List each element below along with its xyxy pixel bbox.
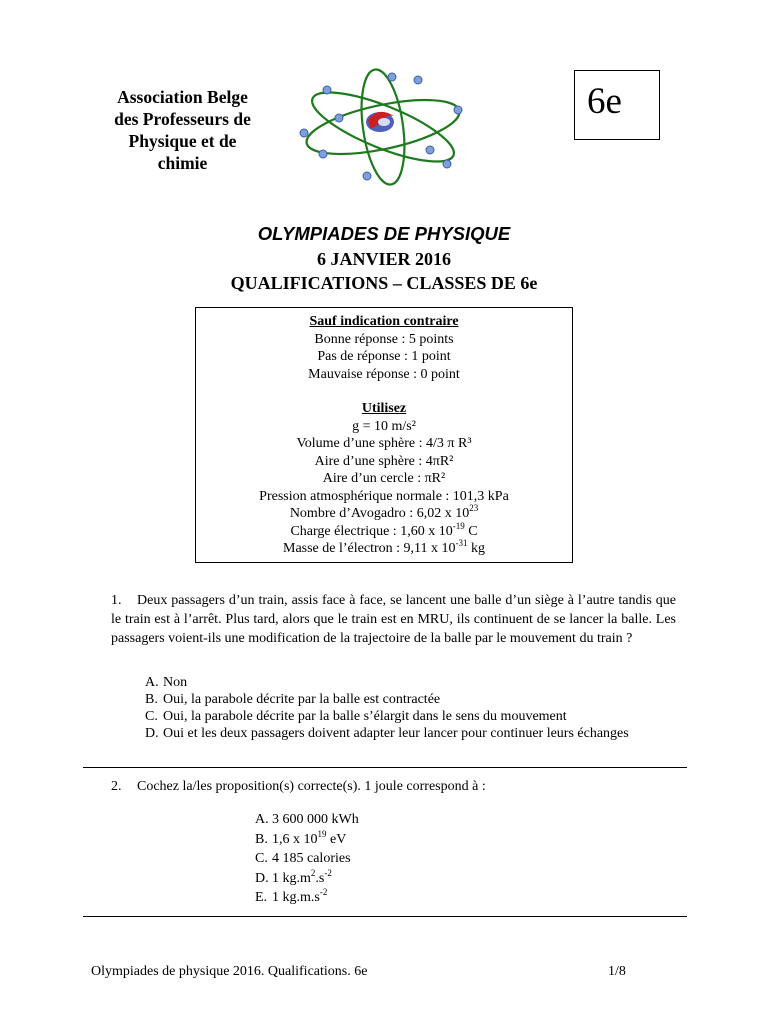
question-1-options (145, 674, 676, 742)
option-text: 1,6 x 10 (272, 831, 318, 847)
option-unit: eV (326, 831, 347, 847)
constant-line: g = 10 m/s² (352, 418, 416, 434)
answer-option[interactable] (145, 708, 676, 725)
question-number: 2. (111, 779, 122, 794)
constants-header: Utilisez (361, 401, 407, 416)
constant-text: Masse de l’électron : 9,11 x 10 (283, 541, 456, 556)
question-1 (111, 591, 676, 648)
footer-title: Olympiades de physique 2016. Qualifications. 6e (91, 964, 368, 979)
instructions-box (195, 307, 573, 563)
exam-subtitle: QUALIFICATIONS – CLASSES DE 6e (230, 273, 538, 293)
option-label: A. (145, 675, 159, 690)
answer-option[interactable] (255, 849, 555, 869)
option-label: D. (145, 726, 159, 741)
constant-line (196, 540, 572, 558)
constant-exponent: 23 (469, 503, 479, 513)
constant-exponent: -19 (452, 520, 465, 531)
answer-option[interactable] (145, 674, 676, 691)
exam-date: 6 JANVIER 2016 (316, 249, 451, 269)
association-line: Physique et de (128, 131, 237, 151)
option-label: E. (255, 890, 268, 905)
constant-line: Aire d’un cercle : πR² (322, 471, 446, 486)
option-text: 3 600 000 kWh (272, 812, 359, 827)
option-label: A. (255, 812, 269, 827)
atom-logo-icon (298, 68, 468, 186)
association-name (80, 86, 285, 174)
question-text: Cochez la/les proposition(s) correcte(s). 1 joule correspond à : (137, 779, 486, 794)
answer-option[interactable] (255, 830, 555, 850)
option-label: D. (255, 870, 269, 886)
association-line: Association Belge (117, 87, 248, 107)
option-text: 1 kg.m.s (272, 890, 320, 905)
option-text: Oui et les deux passagers doivent adapter leur lancer pour continuer leurs échanges (163, 726, 629, 741)
constant-unit: C (464, 523, 478, 539)
option-exponent: -2 (324, 867, 332, 878)
constant-line: Pression atmosphérique normale : 101,3 kPa (259, 488, 509, 504)
scoring-line: Pas de réponse : 1 point (317, 349, 451, 364)
answer-option[interactable] (145, 725, 676, 742)
answer-option[interactable] (255, 888, 555, 908)
option-label: B. (255, 831, 268, 847)
constant-line: Volume d’une sphère : 4/3 π R³ (296, 436, 472, 451)
constant-line: Aire d’une sphère : 4πR² (314, 453, 454, 469)
question-number: 1. (111, 593, 122, 608)
scoring-line: Mauvaise réponse : 0 point (308, 366, 460, 382)
question-2 (111, 777, 676, 796)
question-text: Deux passagers d’un train, assis face à face, se lancent une balle d’un siège à l’autre tandis que le train est à l’arrêt. Plus tard, alors que le train est en MRU, ils continuent de se lancer la balle. Les passagers voient-ils une modification de la trajectoire de la balle par le mouvement du train ? (111, 593, 676, 646)
association-line: des Professeurs de (114, 109, 251, 129)
constant-unit: kg (467, 541, 485, 556)
constant-line (196, 520, 572, 541)
option-text: Non (163, 675, 188, 690)
option-label: C. (255, 851, 268, 866)
answer-option[interactable] (145, 691, 676, 708)
page-title: OLYMPIADES DE PHYSIQUE (257, 223, 511, 244)
constant-line (196, 505, 572, 523)
scoring-line: Bonne réponse : 5 points (314, 331, 454, 347)
constant-text: Charge électrique : 1,60 x 10 (290, 523, 453, 539)
constant-text: Nombre d’Avogadro : 6,02 x 10 (289, 506, 470, 521)
grade-box: 6e (574, 70, 660, 140)
option-exponent: 2 (310, 867, 316, 878)
option-unit: .s (315, 870, 325, 886)
option-label: C. (145, 709, 158, 724)
option-exponent: -2 (319, 887, 328, 897)
option-text: Oui, la parabole décrite par la balle est contractée (163, 692, 441, 707)
option-text: Oui, la parabole décrite par la balle s’élargit dans le sens du mouvement (163, 709, 567, 724)
association-line: chimie (157, 153, 208, 173)
page-number: 1/8 (608, 964, 626, 979)
separator-line (83, 916, 687, 917)
constant-exponent: -31 (455, 538, 468, 548)
question-2-options (255, 810, 555, 908)
option-exponent: 19 (317, 828, 327, 839)
answer-option[interactable] (255, 810, 555, 830)
option-text: 4 185 calories (272, 851, 351, 866)
scoring-header: Sauf indication contraire (309, 314, 459, 329)
separator-line (83, 767, 687, 768)
option-label: B. (145, 692, 158, 707)
answer-option[interactable] (255, 869, 555, 889)
option-text: 1 kg.m (272, 870, 311, 886)
